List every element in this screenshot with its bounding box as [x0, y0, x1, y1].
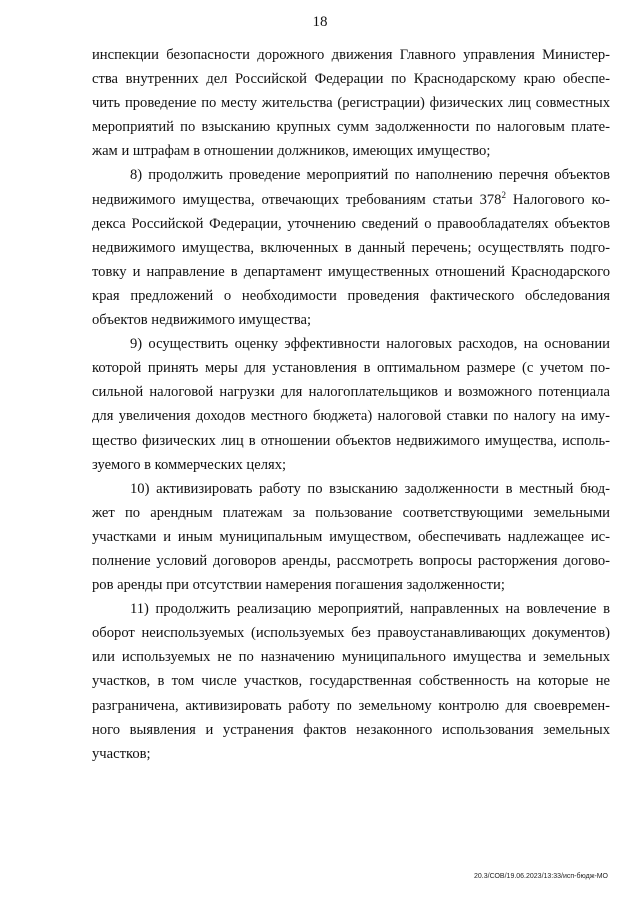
text-line: жет по арендным платежам за пользование соответствующими земельными — [92, 504, 610, 521]
text-line: недвижимого имущества, включенных в данный перечень; осуществлять подго- — [92, 239, 610, 256]
text-line: участками и иным муниципальным имуществом, обеспечивать надлежащее ис- — [92, 528, 610, 545]
text-line: объектов недвижимого имущества; — [92, 312, 312, 329]
text-line: участков, в том числе участков, государственная собственность на которые не — [92, 673, 610, 690]
text-line: оборот неиспользуемых (используемых без правоустанавливающих документов) — [92, 625, 610, 642]
text-line: полнение условий договоров аренды, рассмотреть вопросы расторжения догово- — [92, 552, 610, 569]
document-body — [92, 43, 610, 766]
text-segment: недвижимого имущества, отвечающих требованиям статьи 378 — [92, 191, 502, 208]
document-footer-code: 20.3/СОВ/19.06.2023/13:33/исп-бюдж-МО — [474, 873, 608, 880]
paragraph-item-11 — [92, 597, 610, 766]
text-line-with-superscript — [92, 188, 610, 212]
text-line: зуемого в коммерческих целях; — [92, 456, 287, 473]
text-line: инспекции безопасности дорожного движения Главного управления Министер- — [92, 47, 610, 63]
text-line: мероприятий по взысканию крупных сумм задолженности по налоговым плате- — [92, 119, 610, 136]
text-line: чить проведение по месту жительства (регистрации) физических лиц совместных — [92, 95, 610, 112]
text-line: 8) продолжить проведение мероприятий по наполнению перечня объектов — [130, 167, 610, 184]
text-line: 11) продолжить реализацию мероприятий, направленных на вовлечение в — [130, 601, 610, 618]
paragraph-item-9 — [92, 332, 610, 477]
text-line: для увеличения доходов местного бюджета) налоговой ставки по налогу на иму- — [92, 408, 610, 425]
paragraph-item-8 — [92, 163, 610, 332]
text-line: ства внутренних дел Российской Федерации по Краснодарскому краю обеспе- — [92, 71, 610, 88]
text-line: жам и штрафам в отношении должников, имеющих имущество; — [92, 143, 491, 160]
text-line: 9) осуществить оценку эффективности налоговых расходов, на основании — [130, 336, 610, 353]
text-line: ров аренды при отсутствии намерения погашения задолженности; — [92, 577, 505, 594]
text-line: сильной налоговой нагрузки для налогоплательщиков и возможного потенциала — [92, 384, 610, 401]
text-line: ного выявления и устранения фактов незаконного использования земельных — [92, 721, 610, 738]
text-line: декса Российской Федерации, уточнению сведений о правообладателях объектов — [92, 215, 610, 232]
page-number: 18 — [312, 14, 328, 30]
text-line: разграничена, активизировать работу по земельному контролю для своевремен- — [92, 697, 610, 714]
paragraph-inspection-continuation — [92, 43, 610, 163]
text-line: щество физических лиц в отношении объектов недвижимого имущества, исполь- — [92, 432, 610, 449]
superscript: 2 — [501, 189, 506, 200]
text-line: которой принять меры для установления в оптимальном размере (с учетом по- — [92, 360, 610, 377]
text-line: края предложений о необходимости проведения фактического обследования — [92, 287, 610, 304]
text-line: участков; — [92, 745, 151, 762]
text-line: товку и направление в департамент имущественных отношений Краснодарского — [92, 263, 610, 280]
paragraph-item-10 — [92, 477, 610, 597]
text-line: 10) активизировать работу по взысканию задолженности в местный бюд- — [130, 480, 610, 497]
text-line: или используемых не по назначению муниципального имущества и земельных — [92, 649, 610, 666]
text-segment: Налогового ко- — [505, 191, 610, 208]
